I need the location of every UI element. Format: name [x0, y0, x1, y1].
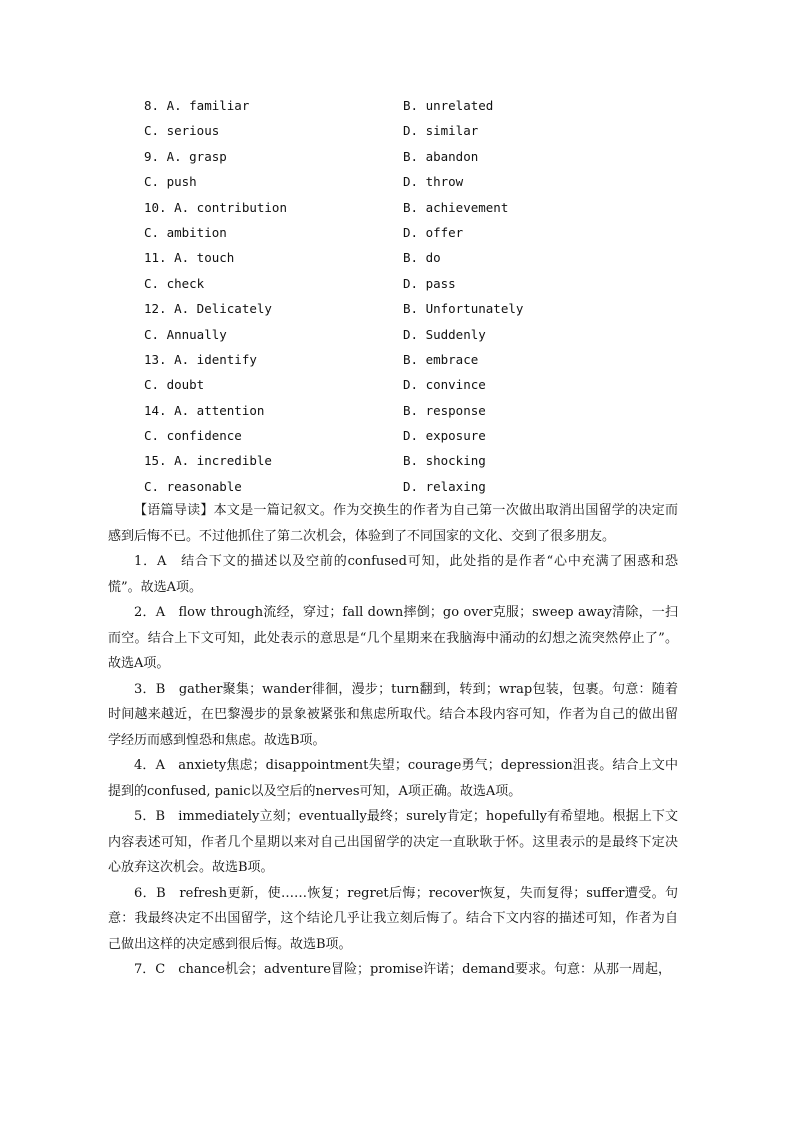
option-row [144, 223, 704, 248]
option-right: B. response [403, 402, 486, 418]
options-list [144, 96, 704, 502]
option-left: C. reasonable [144, 478, 242, 494]
option-left: 12. A. Delicately [144, 301, 272, 317]
option-right: B. do [403, 250, 441, 266]
answer-explanation: 7．C chance机会；adventure冒险；promise许诺；demand要求。句意：从那一周起， [134, 962, 671, 977]
option-row [144, 350, 704, 375]
option-left: C. serious [144, 123, 220, 139]
answer-explanation: 4．A anxiety焦虑；disappointment失望；courage勇气；depression沮丧。结合上文中提到的confused, panic以及空后的nerves可知，A项正确。故选A项。 [108, 758, 678, 799]
passage-intro: 【语篇导读】本文是一篇记叙文。作为交换生的作者为自己第一次做出取消出国留学的决定而感到后悔不已。不过他抓住了第二次机会，体验到了不同国家的文化、交到了很多朋友。 [108, 503, 678, 544]
answer-explanation: 2．A flow through流经，穿过；fall down摔倒；go over克服；sweep away清除，一扫而空。结合上下文可知，此处表示的意思是“几个星期来在我脑海中涌动的幻想之流突然停止了”。故选A项。 [108, 605, 678, 671]
option-right: B. Unfortunately [403, 301, 524, 317]
answer-explanation: 1．A 结合下文的描述以及空前的confused可知，此处指的是作者“心中充满了困惑和恐慌”。故选A项。 [108, 554, 678, 595]
option-right: B. achievement [403, 199, 509, 215]
option-right: D. pass [403, 275, 456, 291]
option-right: D. Suddenly [403, 326, 486, 342]
option-right: D. exposure [403, 428, 486, 444]
answer-explanation: 6．B refresh更新，使……恢复；regret后悔；recover恢复，失而复得；suffer遭受。句意：我最终决定不出国留学，这个结论几乎让我立刻后悔了。结合下文内容的描述可知，作者为自己做出这样的决定感到很后悔。故选B项。 [108, 885, 678, 952]
option-row [144, 299, 704, 324]
option-left: C. push [144, 174, 197, 190]
option-left: C. Annually [144, 326, 227, 342]
option-right: B. embrace [403, 351, 479, 367]
option-right: D. similar [403, 123, 479, 139]
option-right: B. abandon [403, 148, 479, 164]
option-right: B. shocking [403, 453, 486, 469]
answer-explanation: 5．B immediately立刻；eventually最终；surely肯定；hopefully有希望地。根据上下文内容表述可知，作者几个星期以来对自己出国留学的决定一直耿耿于怀。这里表示的是最终下定决心放弃这次机会。故选B项。 [108, 809, 678, 875]
explanation-section [108, 498, 678, 983]
option-row [144, 451, 704, 476]
option-left: C. confidence [144, 428, 242, 444]
option-row [144, 248, 704, 273]
option-left: 10. A. contribution [144, 199, 287, 215]
answer-explanation: 3．B gather聚集；wander徘徊，漫步；turn翻到，转到；wrap包装，包裹。句意：随着时间越来越近，在巴黎漫步的景象被紧张和焦虑所取代。结合本段内容可知，作者为自己的做出留学经历而感到惶恐和焦虑。故选B项。 [108, 681, 678, 748]
option-left: C. check [144, 275, 205, 291]
option-left: 13. A. identify [144, 351, 257, 367]
option-right: D. offer [403, 224, 464, 240]
option-left: 9. A. grasp [144, 148, 227, 164]
option-row [144, 198, 704, 223]
option-left: 8. A. familiar [144, 98, 250, 113]
option-right: B. unrelated [403, 98, 494, 113]
option-left: 14. A. attention [144, 402, 265, 418]
option-row [144, 147, 704, 172]
option-row [144, 96, 704, 121]
option-row [144, 401, 704, 426]
option-left: 11. A. touch [144, 250, 235, 266]
option-right: D. throw [403, 174, 464, 190]
option-left: C. ambition [144, 224, 227, 240]
option-left: 15. A. incredible [144, 453, 272, 469]
option-row [144, 274, 704, 299]
option-row [144, 325, 704, 350]
option-row [144, 121, 704, 146]
option-right: D. relaxing [403, 478, 486, 494]
option-row [144, 426, 704, 451]
option-row [144, 172, 704, 197]
option-right: D. convince [403, 377, 486, 393]
option-row [144, 375, 704, 400]
option-left: C. doubt [144, 377, 205, 393]
